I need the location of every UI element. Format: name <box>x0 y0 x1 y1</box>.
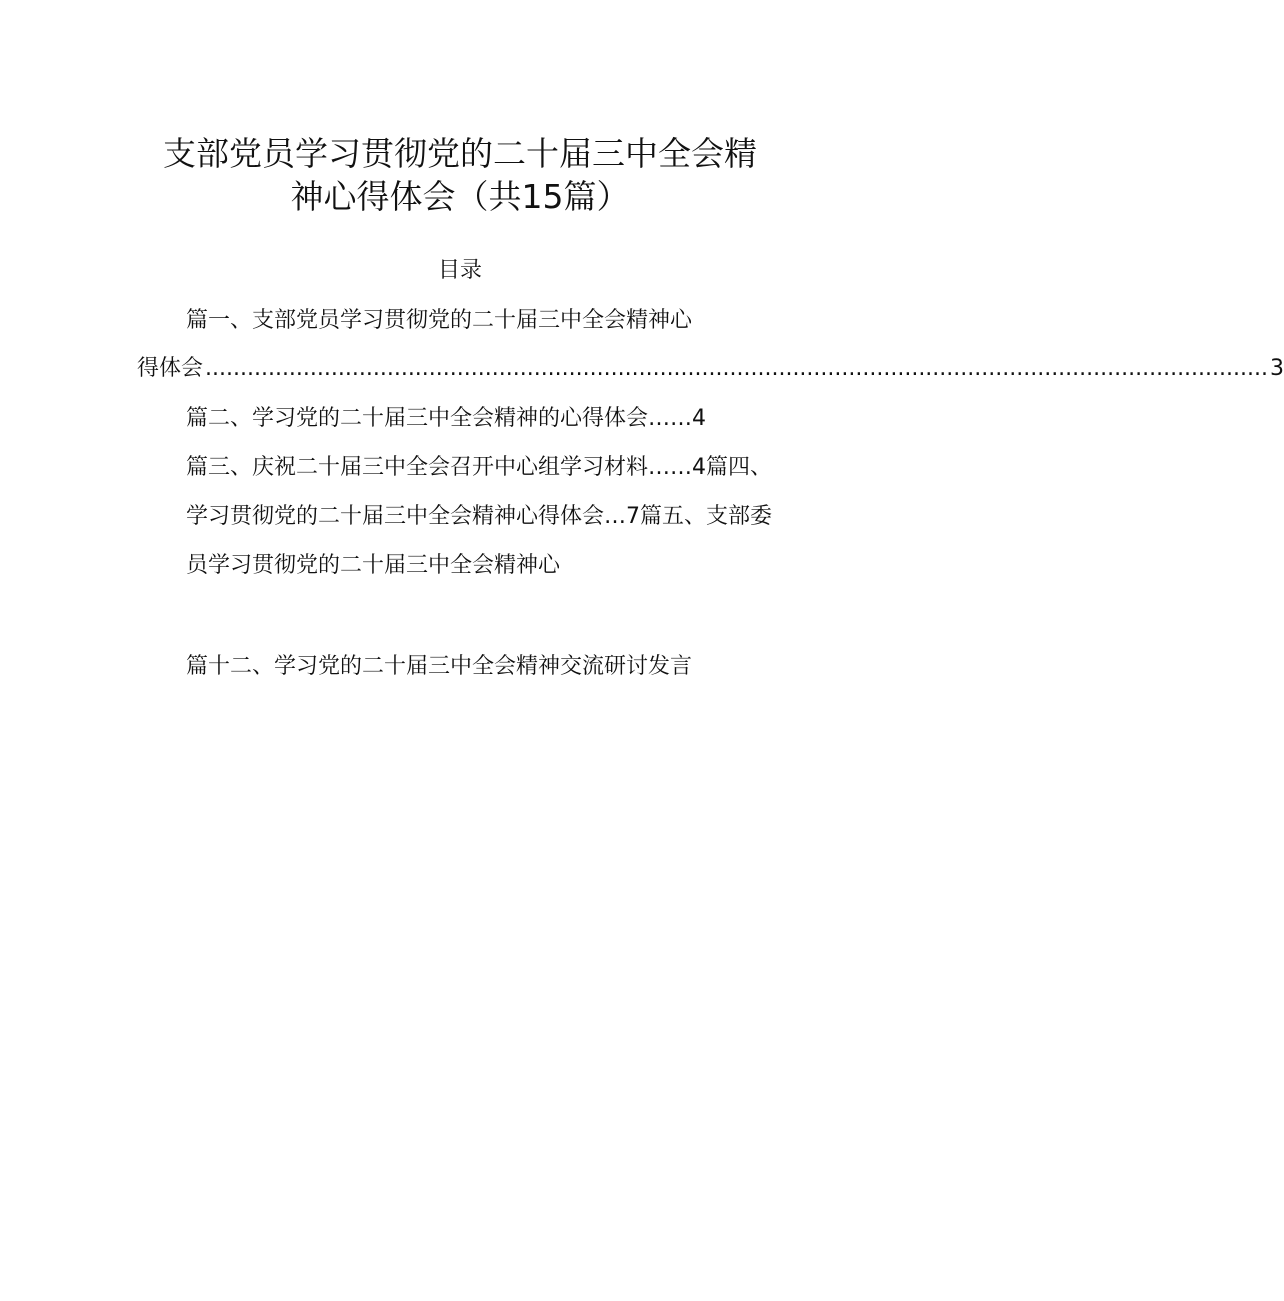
toc-entry-1-line-2 <box>137 354 1284 384</box>
toc-entry-1-text: 得体会 <box>137 356 204 381</box>
toc-entry-4: 学习贯彻党的二十届三中全会精神心得体会…7篇五、支部委 <box>186 504 772 529</box>
document-title-line-1: 支部党员学习贯彻党的二十届三中全会精 <box>163 134 757 173</box>
toc-entry-2: 篇二、学习党的二十届三中全会精神的心得体会……4 <box>186 406 706 431</box>
toc-entry-12: 篇十二、学习党的二十届三中全会精神交流研讨发言 <box>186 654 693 679</box>
toc-entry-1-page: 3 <box>1269 356 1284 381</box>
toc-entry-3: 篇三、庆祝二十届三中全会召开中心组学习材料……4篇四、 <box>186 455 772 480</box>
toc-dot-leader: ........................................................................................................................................................ <box>205 356 1268 381</box>
toc-entry-1-line-1: 篇一、支部党员学习贯彻党的二十届三中全会精神心 <box>186 308 693 333</box>
document-title-line-2: 神心得体会（共15篇） <box>290 177 630 216</box>
toc-heading: 目录 <box>437 258 482 283</box>
toc-entry-5: 员学习贯彻党的二十届三中全会精神心 <box>186 553 561 578</box>
